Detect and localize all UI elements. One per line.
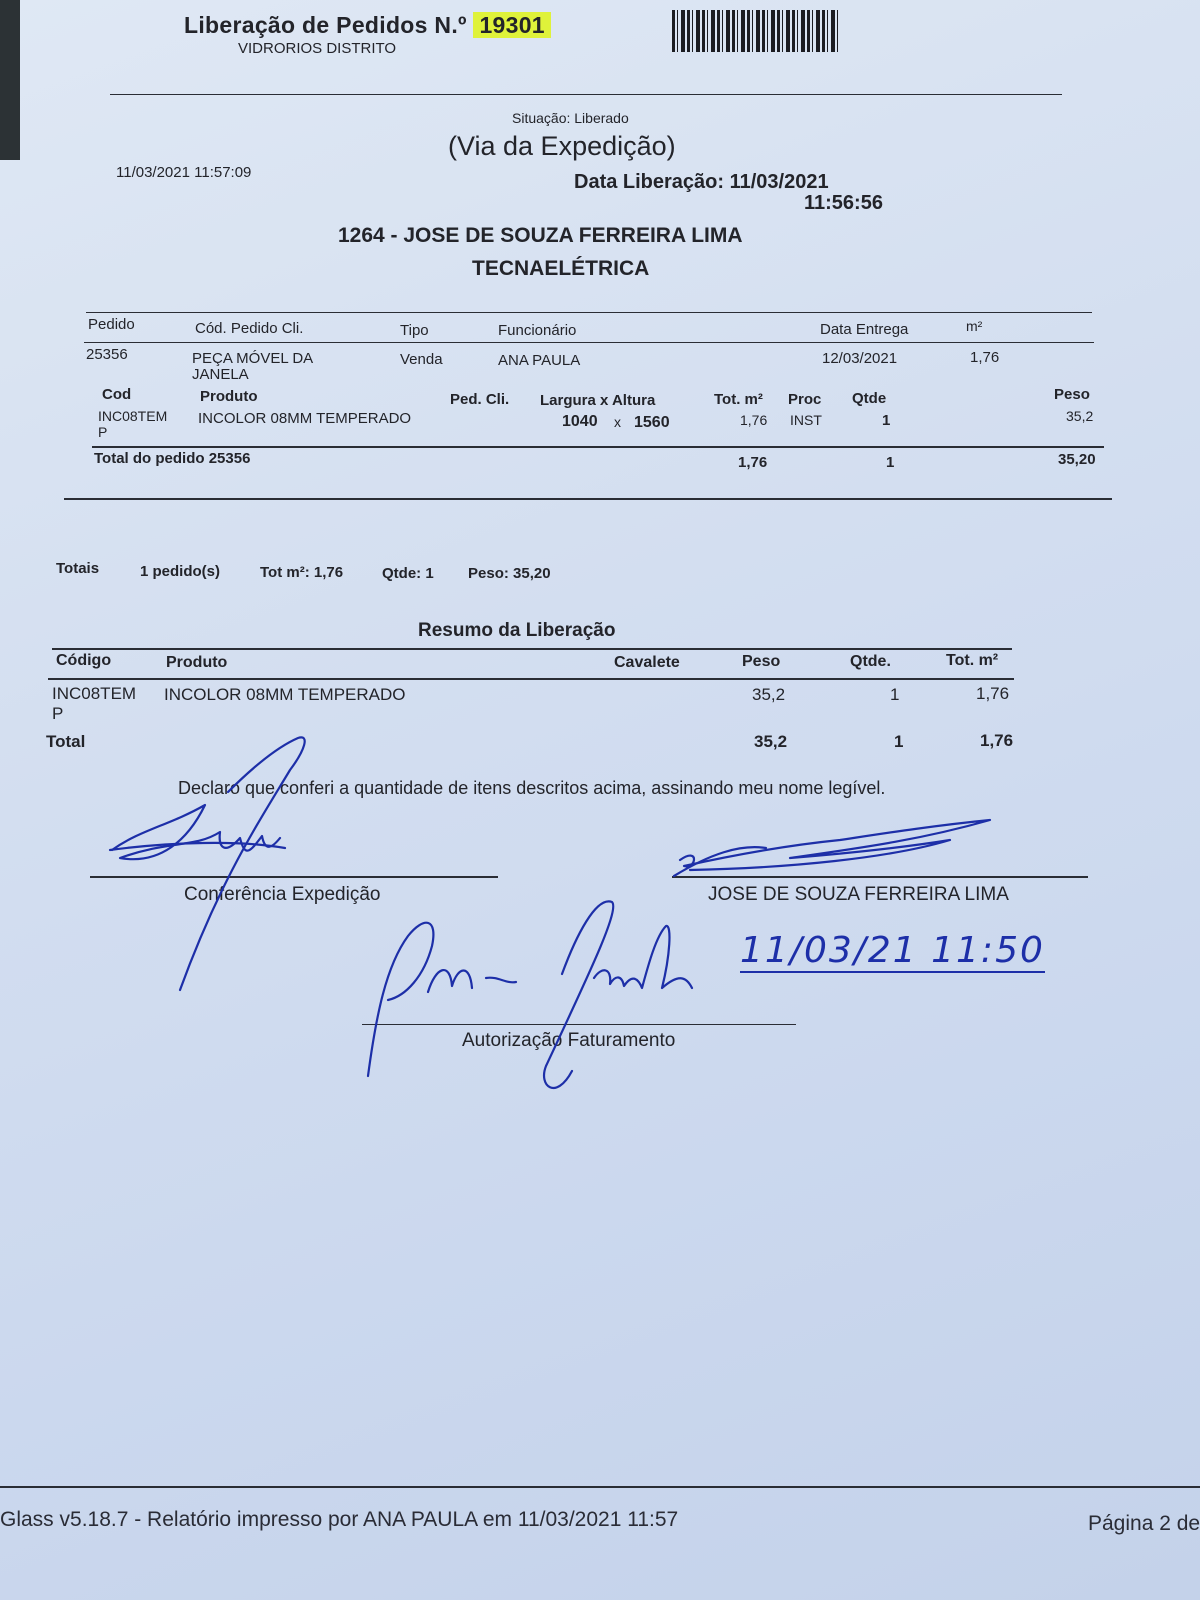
col-tot-m2: Tot. m² [714, 391, 763, 408]
col-peso: Peso [1054, 386, 1090, 403]
divider [48, 678, 1014, 680]
col-pedido: Pedido [88, 316, 135, 333]
situation-text: Situação: Liberado [512, 110, 629, 126]
item-x: x [614, 414, 621, 430]
col-m2: m² [966, 318, 983, 334]
item-tot-m2: 1,76 [740, 412, 768, 428]
col-ped-cli: Ped. Cli. [450, 391, 510, 408]
handwritten-date: 11/03/21 11:50 [740, 930, 1045, 971]
order-cod-cli-line2: JANELA [192, 366, 249, 383]
summary-total-qtde: 1 [894, 732, 904, 751]
item-cod-line1: INC08TEM [98, 408, 168, 424]
col-largura-altura: Largura x Altura [540, 392, 656, 409]
col-funcionario: Funcionário [498, 322, 577, 339]
divider [110, 94, 1062, 95]
signature-label-right: JOSE DE SOUZA FERREIRA LIMA [708, 884, 1009, 905]
totals-m2: Tot m²: 1,76 [260, 564, 344, 581]
col-data-entrega: Data Entrega [820, 321, 909, 338]
signature-label-bottom: Autorização Faturamento [462, 1030, 676, 1051]
order-funcionario: ANA PAULA [498, 352, 581, 369]
summary-row-produto: INCOLOR 08MM TEMPERADO [164, 685, 406, 704]
summary-col-peso: Peso [742, 653, 781, 670]
via-title: (Via da Expedição) [448, 131, 676, 161]
printed-timestamp: 11/03/2021 11:57:09 [116, 164, 252, 181]
summary-row-tot-m2: 1,76 [976, 684, 1010, 703]
order-total-peso: 35,20 [1058, 451, 1096, 468]
item-qtde: 1 [882, 412, 891, 429]
summary-total-label: Total [46, 732, 86, 751]
totals-pedidos: 1 pedido(s) [140, 563, 221, 580]
totals-peso: Peso: 35,20 [468, 565, 551, 582]
item-altura: 1560 [634, 414, 670, 431]
declaration-text: Declaro que conferi a quantidade de itens descritos acima, assinando meu nome legível. [178, 778, 886, 798]
col-cod: Cod [102, 386, 132, 403]
item-produto: INCOLOR 08MM TEMPERADO [198, 410, 412, 427]
summary-col-codigo: Código [56, 652, 112, 669]
divider [64, 498, 1112, 500]
release-date: Data Liberação: 11/03/2021 [574, 171, 829, 193]
summary-total-tot-m2: 1,76 [980, 731, 1014, 750]
client-signature-drawing [670, 818, 1000, 898]
divider [86, 312, 1092, 313]
order-pedido: 25356 [86, 346, 128, 363]
divider [92, 446, 1104, 448]
signature-label-left: Conferência Expedição [184, 884, 381, 905]
order-total-label: Total do pedido 25356 [94, 450, 251, 467]
order-m2: 1,76 [970, 349, 1000, 366]
summary-row-codigo-line1: INC08TEM [52, 684, 137, 703]
item-proc: INST [790, 412, 822, 428]
col-proc: Proc [788, 391, 822, 408]
client-company: TECNAELÉTRICA [472, 257, 650, 280]
totals-label: Totais [56, 560, 100, 577]
order-total-m2: 1,76 [738, 454, 768, 471]
summary-title: Resumo da Liberação [418, 620, 616, 641]
col-tipo: Tipo [400, 322, 429, 339]
summary-col-tot-m2: Tot. m² [946, 652, 999, 669]
summary-row-peso: 35,2 [752, 685, 786, 704]
divider [84, 342, 1094, 343]
order-cod-cli-line1: PEÇA MÓVEL DA [192, 350, 314, 367]
summary-col-cavalete: Cavalete [614, 654, 680, 671]
summary-col-produto: Produto [166, 654, 228, 671]
title-text: Liberação de Pedidos N.º [184, 12, 467, 38]
order-tipo: Venda [400, 351, 443, 368]
item-largura: 1040 [562, 413, 598, 430]
col-cod-pedido-cli: Cód. Pedido Cli. [195, 320, 304, 337]
summary-col-qtde: Qtde. [850, 653, 891, 670]
release-time: 11:56:56 [804, 192, 883, 214]
faturamento-signature-drawing [366, 896, 716, 1096]
summary-row-codigo-line2: P [52, 704, 64, 723]
summary-row-qtde: 1 [890, 685, 900, 704]
item-peso: 35,2 [1066, 408, 1094, 424]
footer-page-number: Página 2 de [1088, 1512, 1200, 1535]
order-total-qtde: 1 [886, 454, 895, 471]
item-cod-line2: P [98, 424, 108, 440]
totals-qtde: Qtde: 1 [382, 565, 434, 582]
order-data-entrega: 12/03/2021 [822, 350, 898, 367]
footer-print-info: Glass v5.18.7 - Relatório impresso por ANA PAULA em 11/03/2021 11:57 [0, 1508, 679, 1531]
page-edge-shadow [0, 0, 20, 160]
col-qtde: Qtde [852, 390, 887, 407]
barcode-image [672, 10, 838, 52]
client-name: 1264 - JOSE DE SOUZA FERREIRA LIMA [338, 224, 743, 247]
summary-total-peso: 35,2 [754, 732, 788, 751]
document-title [184, 12, 551, 39]
company-name: VIDRORIOS DISTRITO [238, 40, 397, 57]
order-number: 19301 [473, 12, 550, 38]
col-produto: Produto [200, 388, 258, 405]
divider [52, 648, 1012, 650]
footer-divider [0, 1486, 1200, 1488]
